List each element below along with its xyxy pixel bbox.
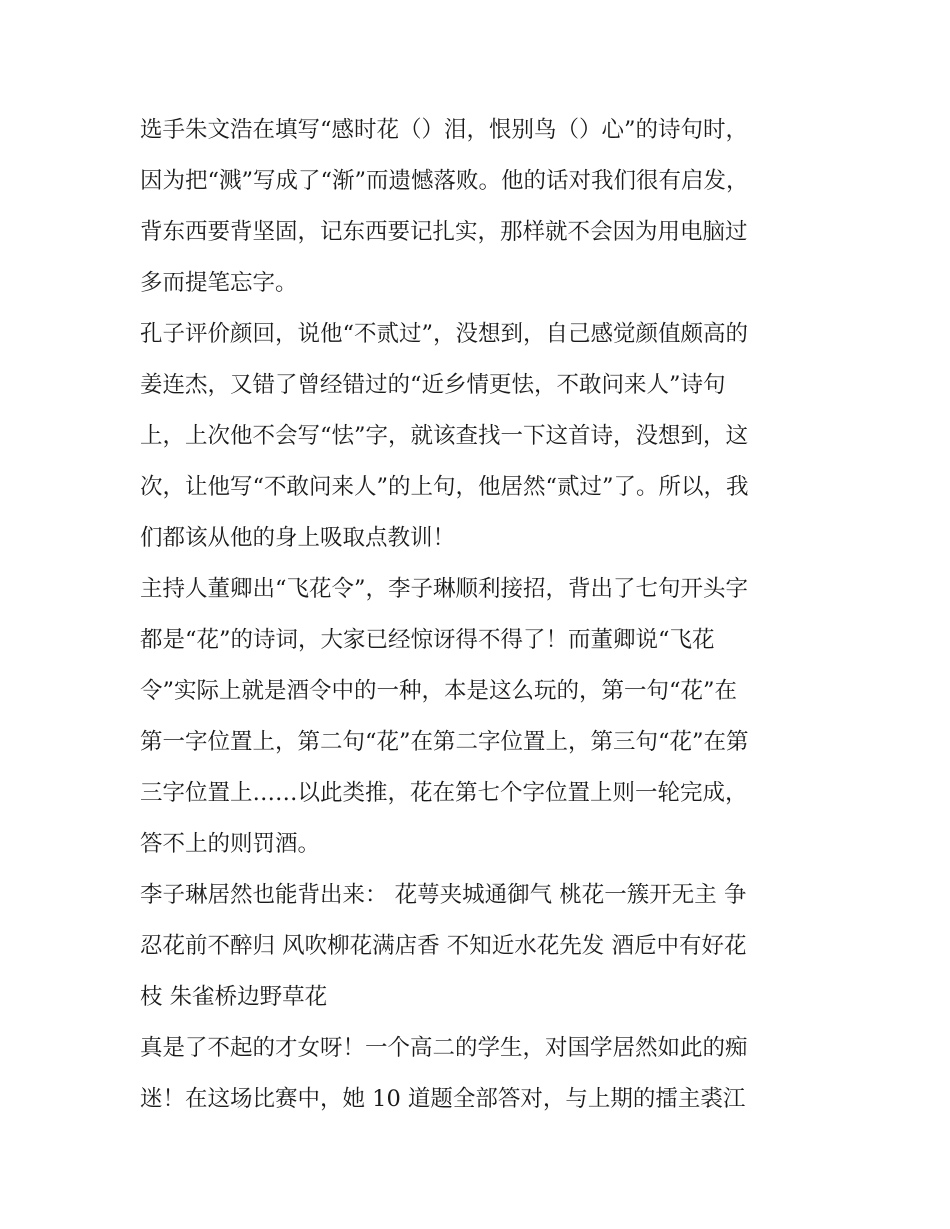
text-line: 选手朱文浩在填写“感时花（）泪，恨别鸟（）心”的诗句时， bbox=[140, 117, 749, 143]
text-line: 姜连杰，又错了曾经错过的“近乡情更怯，不敢问来人”诗句 bbox=[140, 372, 726, 398]
text-line: 都是“花”的诗词，大家已经惊讶得不得了！而董卿说“飞花 bbox=[140, 627, 715, 653]
text-line: 令”实际上就是酒令中的一种，本是这么玩的，第一句“花”在 bbox=[140, 678, 738, 704]
text-line: 李子琳居然也能背出来： 花萼夹城通御气 桃花一簇开无主 争 bbox=[140, 882, 747, 908]
text-line: 背东西要背坚固，记东西要记扎实，那样就不会因为用电脑过 bbox=[140, 219, 748, 245]
text-line: 次，让他写“不敢问来人”的上句，他居然“贰过”了。所以，我 bbox=[140, 474, 749, 500]
text-line: 们都该从他的身上吸取点教训！ bbox=[140, 525, 456, 551]
text-line: 因为把“溅”写成了“渐”而遗憾落败。他的话对我们很有启发， bbox=[140, 168, 749, 194]
text-line: 上，上次他不会写“怯”字，就该查找一下这首诗，没想到，这 bbox=[140, 423, 749, 449]
text-line: 枝 朱雀桥边野草花 bbox=[140, 984, 328, 1010]
text-line: 孔子评价颜回，说他“不贰过”，没想到，自己感觉颜值颇高的 bbox=[140, 321, 749, 347]
text-line: 主持人董卿出“飞花令”，李子琳顺利接招，背出了七句开头字 bbox=[140, 576, 749, 602]
text-line: 多而提笔忘字。 bbox=[140, 270, 298, 296]
text-line: 真是了不起的才女呀！一个高二的学生，对国学居然如此的痴 bbox=[140, 1035, 748, 1061]
text-line: 第一字位置上，第二句“花”在第二字位置上，第三句“花”在第 bbox=[140, 729, 749, 755]
body-text bbox=[140, 105, 820, 1125]
text-line: 忍花前不醉归 风吹柳花满店香 不知近水花先发 酒卮中有好花 bbox=[140, 933, 747, 959]
text-line: 三字位置上……以此类推，花在第七个字位置上则一轮完成， bbox=[140, 780, 748, 806]
text-line: 答不上的则罚酒。 bbox=[140, 831, 321, 857]
text-line: 迷！在这场比赛中，她 10 道题全部答对，与上期的擂主裘江 bbox=[140, 1086, 746, 1112]
